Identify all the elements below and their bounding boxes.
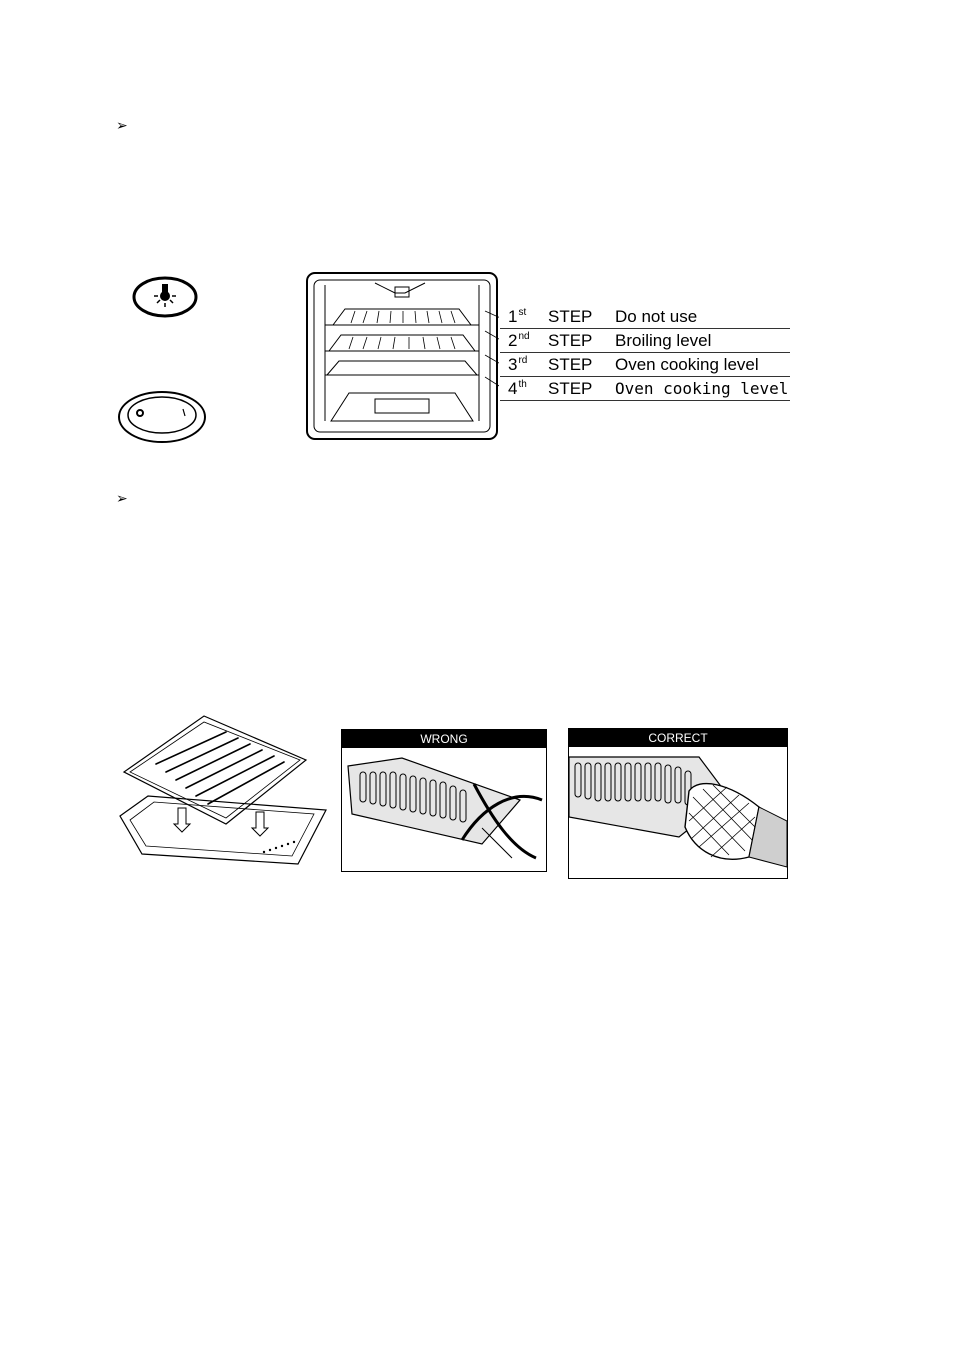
step-ordinal: st <box>518 307 527 318</box>
step-word: STEP <box>548 379 593 398</box>
light-switch-icon <box>117 390 207 444</box>
rack-step-legend <box>500 307 792 407</box>
bullet-arrow: ➢ <box>116 117 128 133</box>
wrong-label: WRONG <box>342 730 546 748</box>
oven-cavity-diagram <box>305 271 499 441</box>
step-divider <box>500 376 790 377</box>
step-number: 4 <box>508 379 518 398</box>
step-word: STEP <box>548 331 593 350</box>
step-description: Oven cooking level <box>615 355 759 374</box>
correct-handling-illustration <box>568 728 788 879</box>
step-ordinal: th <box>518 379 527 390</box>
step-word: STEP <box>548 307 593 326</box>
step-description: Do not use <box>615 307 698 326</box>
step-divider <box>500 328 790 329</box>
correct-label: CORRECT <box>569 729 787 747</box>
step-row-1 <box>500 307 790 331</box>
step-row-2 <box>500 331 790 355</box>
oven-mitt-icon <box>569 747 787 878</box>
step-word: STEP <box>548 355 593 374</box>
broil-pan-assembly-diagram <box>116 712 330 870</box>
bullet-arrow: ➢ <box>116 490 128 506</box>
step-row-3 <box>500 355 790 379</box>
step-ordinal: nd <box>518 331 530 342</box>
step-divider <box>500 352 790 353</box>
broil-grid-hand-icon <box>342 748 546 871</box>
step-description: Oven cooking level <box>615 379 789 398</box>
step-number: 3 <box>508 355 518 374</box>
oven-light-icon <box>132 276 198 318</box>
step-divider <box>500 400 790 401</box>
step-description: Broiling level <box>615 331 712 350</box>
step-row-4 <box>500 379 790 403</box>
step-ordinal: rd <box>518 355 528 366</box>
step-number: 1 <box>508 307 518 326</box>
step-number: 2 <box>508 331 518 350</box>
wrong-handling-illustration <box>341 729 547 872</box>
